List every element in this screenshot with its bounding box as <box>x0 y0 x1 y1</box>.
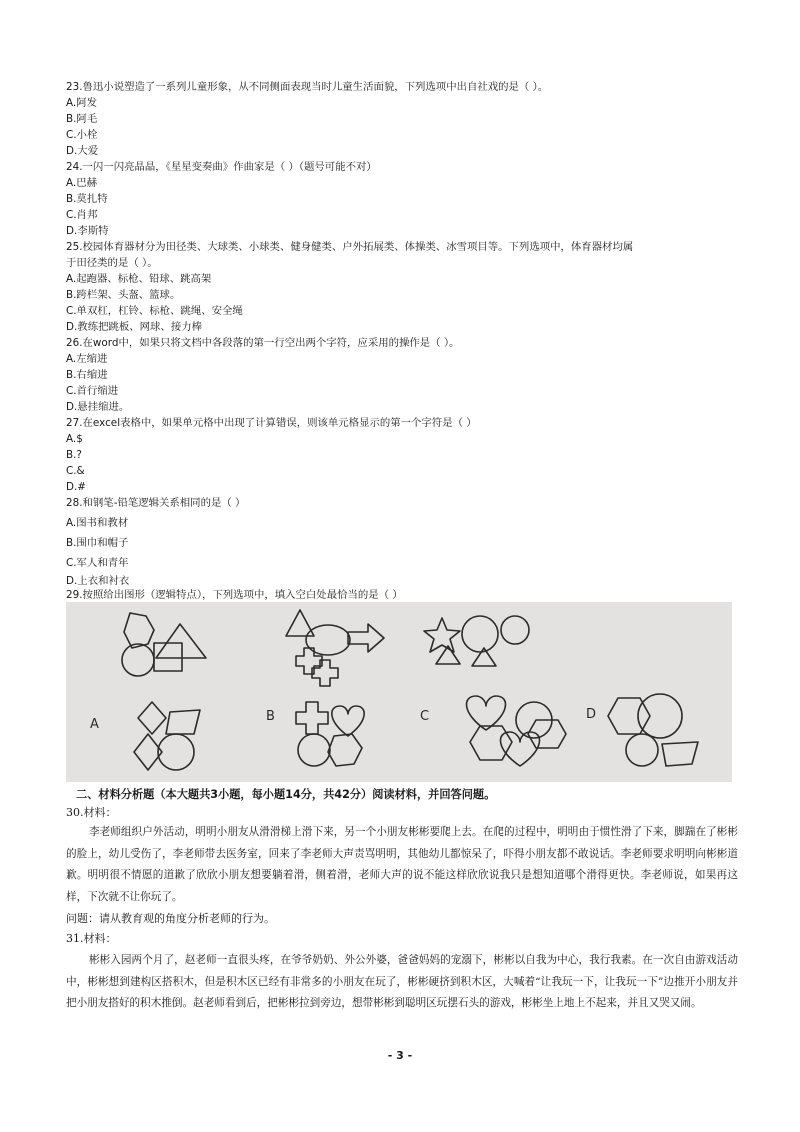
q25-option-a: A.起跑器、标枪、铅球、跳高架 <box>66 273 212 285</box>
heart-shape <box>332 706 364 736</box>
puzzle-group-2 <box>286 610 384 686</box>
trapezoid-shape <box>662 742 698 766</box>
circle-shape <box>501 616 529 644</box>
q28-option-d: D.上衣和衬衣 <box>66 575 130 587</box>
cross-shape <box>296 648 322 674</box>
option-d-shapes <box>608 694 698 766</box>
hexagon-shape <box>528 720 566 748</box>
shape-puzzle-drawing <box>66 602 732 782</box>
q26-option-d: D.悬挂缩进。 <box>66 401 130 413</box>
circle-shape <box>462 616 498 652</box>
q25-option-c: C.单双杠，杠铃、标枪、跳绳、安全绳 <box>66 305 243 317</box>
q26-option-b: B.右缩进 <box>66 369 108 381</box>
section-2-heading: 二、材料分析题（本大题共3小题，每小题14分，共42分）阅读材料，并回答问题。 <box>76 788 496 801</box>
q25-stem-line1: 25.校园体育器材分为田径类、大球类、小球类、健身健类、户外拓展类、体操类、冰雪项目等。下列选项中，体育器材均属 <box>66 241 634 253</box>
triangle-shape <box>156 624 206 658</box>
q28-stem: 28.和钢笔-铅笔逻辑关系相同的是（ ） <box>66 497 246 509</box>
q27-option-d: D.# <box>66 481 87 493</box>
q27-option-c: C.& <box>66 465 85 477</box>
shape-puzzle-figure <box>66 602 732 782</box>
diamond-shape <box>138 702 166 734</box>
page-number: - 3 - <box>387 1049 413 1062</box>
q26-option-a: A.左缩进 <box>66 353 108 365</box>
puzzle-group-3 <box>424 616 529 666</box>
puzzle-group-1 <box>122 613 206 676</box>
option-c-shapes <box>467 696 566 766</box>
q28-option-a: A.图书和教材 <box>66 517 129 529</box>
q31-label: 31.材料： <box>66 932 117 945</box>
trapezoid-shape <box>166 710 200 734</box>
q30-material: 李老师组织户外活动，明明小朋友从滑滑梯上滑下来，另一个小朋友彬彬要爬上去。在爬的过程中，明明由于惯性滑了下来，脚踹在了彬彬的脸上，幼儿受伤了，李老师带去医务室，回来了李老师大声责骂明明，其他幼儿都惊呆了，吓得小朋友都不敢说话。李老师要求明明向彬彬道歉。明明很不情愿的道歉了欣欣小朋友想要躺着滑，侧着滑，老师大声的说不能这样欣欣说我只是想知道哪个滑得更快。李老师说，如果再这样，下次就不让你玩了。 <box>66 826 738 903</box>
q26-stem: 26.在word中，如果只将文档中各段落的第一行空出两个字符，应采用的操作是（ ）。 <box>66 337 460 349</box>
heart-shape <box>501 732 540 766</box>
q27-stem: 27.在excel表格中，如果单元格中出现了计算错误，则该单元格显示的第一个字符是（ ） <box>66 417 477 429</box>
q29-stem: 29.按照给出图形（逻辑特点），下列选项中，填入空白处最恰当的是（ ） <box>66 589 403 601</box>
q25-stem-line2: 于田径类的是（ ）。 <box>66 257 158 269</box>
q31-material: 彬彬入园两个月了，赵老师一直很头疼，在爷爷奶奶、外公外婆，爸爸妈妈的宠溺下，彬彬以自我为中心，我行我素。在一次自由游戏活动中，彬彬想到建构区搭积木，但是积木区已经有非常多的小朋友在玩了，彬彬硬挤到积木区，大喊着“让我玩一下，让我玩一下”边推开小朋友并把小朋友搭好的积木推倒。赵老师看到后，把彬彬拉到旁边，想带彬彬到聪明区玩摆石头的游戏，彬彬坐上地上不起来，并且又哭又闹。 <box>66 954 738 1009</box>
option-label-a: A <box>90 717 99 732</box>
q23-option-a: A.阿发 <box>66 97 98 109</box>
circle-shape <box>122 644 154 676</box>
q23-option-b: B.阿毛 <box>66 113 98 125</box>
q25-option-d: D.教练把跳板、网球、接力棒 <box>66 321 202 333</box>
q23-option-d: D.大爱 <box>66 145 99 157</box>
q24-stem: 24.一闪一闪亮晶晶，《星星变奏曲》作曲家是（ ）（题号可能不对） <box>66 161 377 173</box>
hexagon-shape <box>608 698 650 734</box>
cross-shape <box>312 660 338 686</box>
q28-option-c: C.军人和青年 <box>66 557 129 569</box>
hexagon-shape <box>328 734 362 766</box>
option-b-shapes <box>296 702 364 766</box>
option-a-shapes <box>134 702 200 770</box>
cross-shape <box>296 702 328 734</box>
q24-option-c: C.肖邦 <box>66 209 98 221</box>
q24-option-b: B.莫扎特 <box>66 193 108 205</box>
q24-option-a: A.巴赫 <box>66 177 98 189</box>
q23-option-c: C.小栓 <box>66 129 98 141</box>
option-label-b: B <box>266 709 275 724</box>
q23-stem: 23.鲁迅小说塑造了一系列儿童形象，从不同侧面表现当时儿童生活面貌，下列选项中出自社戏的是（ ）。 <box>66 81 549 93</box>
square-shape <box>154 643 182 671</box>
q30-question: 问题：请从教育观的角度分析老师的行为。 <box>66 912 275 925</box>
q26-option-c: C.首行缩进 <box>66 385 119 397</box>
option-label-d: D <box>586 707 597 722</box>
option-label-c: C <box>420 709 430 724</box>
arrow-shape <box>348 624 384 652</box>
hexagon-shape <box>124 613 154 648</box>
hexagon-shape <box>470 726 512 760</box>
heart-shape <box>467 696 506 730</box>
circle-shape <box>298 734 330 766</box>
oval-shape <box>306 625 350 655</box>
q27-option-b: B.? <box>66 449 82 461</box>
circle-shape <box>158 734 194 770</box>
circle-shape <box>638 694 682 738</box>
q24-option-d: D.李斯特 <box>66 225 109 237</box>
circle-shape <box>626 734 658 766</box>
q28-option-b: B.围巾和帽子 <box>66 537 129 549</box>
q30-label: 30.材料： <box>66 806 117 819</box>
star-shape <box>424 618 460 652</box>
q25-option-b: B.跨栏架、头盔、篮球。 <box>66 289 181 301</box>
q27-option-a: A.$ <box>66 433 83 445</box>
